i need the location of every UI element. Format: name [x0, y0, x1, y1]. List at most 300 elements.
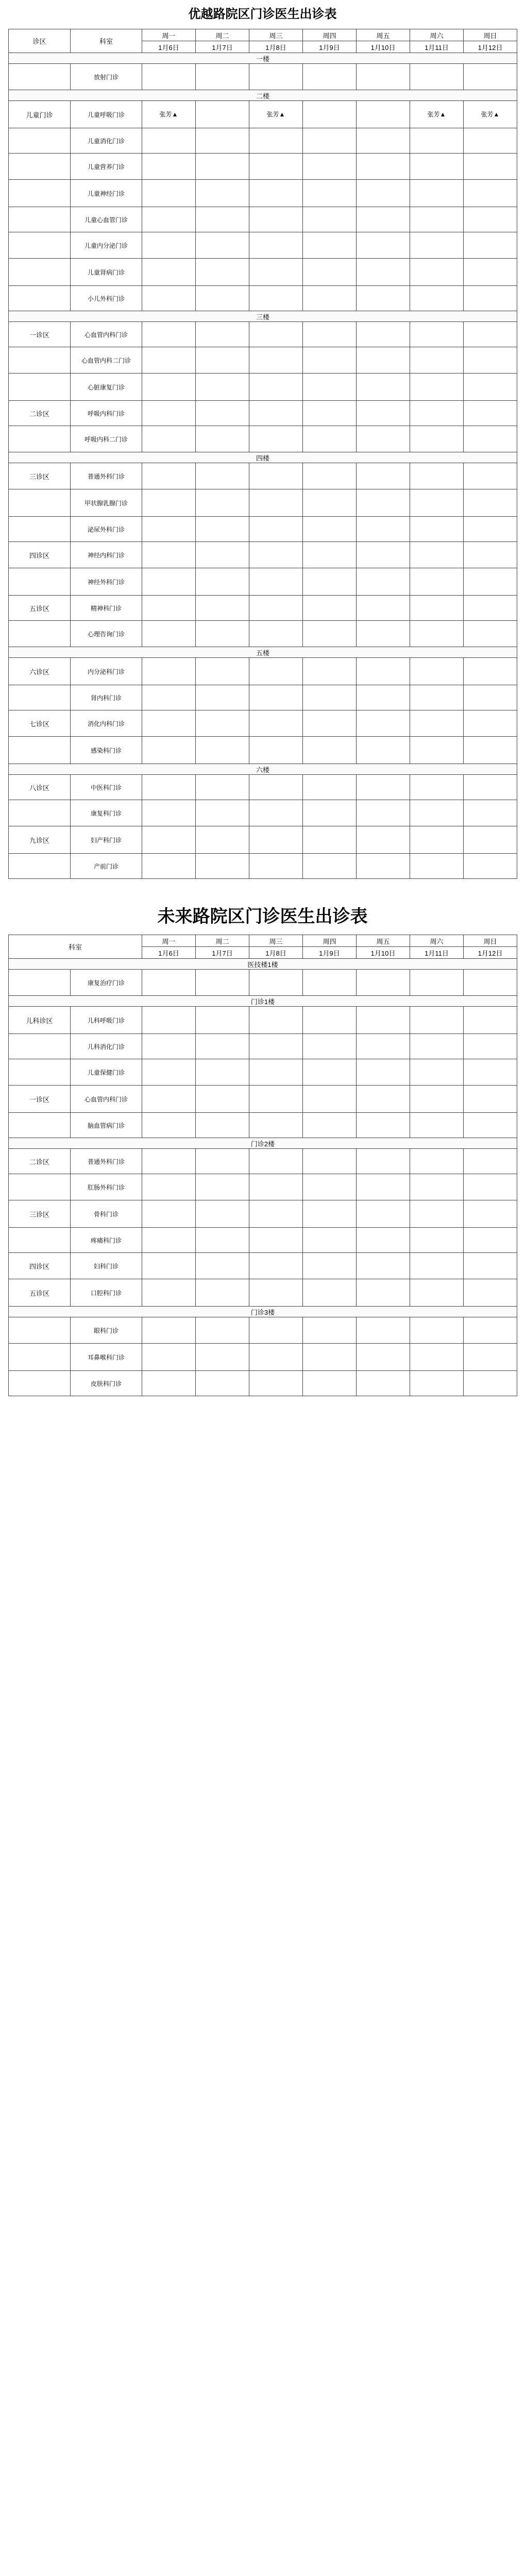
table-row — [9, 517, 517, 542]
doctor-cell — [249, 596, 303, 621]
doctor-cell — [357, 1317, 410, 1344]
doctor-cell — [357, 854, 410, 879]
doctor-cell — [249, 685, 303, 710]
clinic-cell: 神经外科门诊 — [71, 568, 142, 596]
doctor-cell — [196, 101, 249, 128]
doctor-cell — [357, 658, 410, 685]
day-header: 周六 — [410, 935, 464, 947]
clinic-cell: 普通外科门诊 — [71, 463, 142, 489]
clinic-cell: 普通外科门诊 — [71, 1149, 142, 1174]
doctor-cell — [303, 1113, 357, 1138]
dept-cell — [9, 1371, 71, 1396]
table-row — [9, 232, 517, 259]
floor-section-label: 门诊1楼 — [9, 996, 517, 1007]
doctor-cell — [249, 154, 303, 180]
doctor-cell — [142, 800, 196, 826]
doctor-cell — [249, 128, 303, 154]
doctor-cell — [464, 1086, 517, 1113]
doctor-cell — [464, 1344, 517, 1371]
doctor-cell — [357, 101, 410, 128]
doctor-cell — [410, 1149, 464, 1174]
doctor-cell — [464, 658, 517, 685]
doctor-cell — [142, 1149, 196, 1174]
dept-cell — [9, 1034, 71, 1059]
doctor-cell — [142, 259, 196, 286]
doctor-cell — [142, 426, 196, 452]
doctor-cell — [464, 154, 517, 180]
schedule-table-youyue — [8, 29, 517, 879]
table-row — [9, 489, 517, 517]
clinic-cell: 儿科呼吸门诊 — [71, 1007, 142, 1034]
doctor-cell — [410, 401, 464, 426]
clinic-cell: 精神科门诊 — [71, 596, 142, 621]
doctor-cell — [142, 826, 196, 854]
doctor-cell — [303, 596, 357, 621]
table-row — [9, 658, 517, 685]
doctor-cell — [196, 1371, 249, 1396]
doctor-cell — [142, 854, 196, 879]
floor-section-label: 五楼 — [9, 647, 517, 658]
schedule-title-youyue: 优越路院区门诊医生出诊表 — [188, 7, 337, 21]
doctor-cell — [357, 1059, 410, 1086]
clinic-cell: 感染科门诊 — [71, 737, 142, 764]
day-header: 周五 — [357, 29, 410, 41]
table-row — [9, 426, 517, 452]
day-header: 周三 — [249, 935, 303, 947]
doctor-cell — [357, 1086, 410, 1113]
doctor-cell — [357, 970, 410, 996]
doctor-cell — [464, 800, 517, 826]
doctor-cell — [142, 970, 196, 996]
table-row — [9, 800, 517, 826]
clinic-cell: 儿童心血管门诊 — [71, 207, 142, 232]
doctor-cell — [249, 1317, 303, 1344]
clinic-cell: 妇产科门诊 — [71, 826, 142, 854]
dept-cell — [9, 286, 71, 311]
doctor-cell — [357, 463, 410, 489]
table-row — [9, 1253, 517, 1279]
floor-section-row — [9, 311, 517, 322]
floor-section-row — [9, 959, 517, 970]
doctor-cell — [249, 1034, 303, 1059]
day-header: 周五 — [357, 935, 410, 947]
doctor-cell — [196, 800, 249, 826]
clinic-cell: 儿童营养门诊 — [71, 154, 142, 180]
header-row-days — [9, 935, 517, 947]
doctor-cell — [142, 463, 196, 489]
clinic-cell: 泌尿外科门诊 — [71, 517, 142, 542]
table-row — [9, 1317, 517, 1344]
doctor-cell — [410, 1113, 464, 1138]
doctor-cell — [142, 347, 196, 374]
doctor-cell — [142, 737, 196, 764]
doctor-cell — [303, 1086, 357, 1113]
doctor-cell — [410, 800, 464, 826]
doctor-cell — [303, 426, 357, 452]
doctor-cell — [196, 970, 249, 996]
date-header: 1月10日 — [357, 947, 410, 959]
doctor-cell — [142, 542, 196, 568]
clinic-cell: 儿童神经门诊 — [71, 180, 142, 207]
clinic-cell: 心理咨询门诊 — [71, 621, 142, 647]
doctor-cell — [464, 775, 517, 800]
doctor-cell — [142, 128, 196, 154]
doctor-cell — [196, 658, 249, 685]
floor-section-label: 门诊2楼 — [9, 1138, 517, 1149]
clinic-cell: 肛肠外科门诊 — [71, 1174, 142, 1200]
doctor-cell — [196, 232, 249, 259]
doctor-cell — [357, 489, 410, 517]
doctor-cell — [303, 322, 357, 347]
dept-cell: 五诊区 — [9, 596, 71, 621]
doctor-cell — [249, 775, 303, 800]
doctor-cell — [196, 737, 249, 764]
clinic-cell: 耳鼻喉科门诊 — [71, 1344, 142, 1371]
doctor-cell — [196, 489, 249, 517]
dept-cell: 七诊区 — [9, 710, 71, 737]
clinic-cell: 儿童消化门诊 — [71, 128, 142, 154]
doctor-cell — [357, 128, 410, 154]
dept-cell — [9, 180, 71, 207]
doctor-cell — [357, 710, 410, 737]
doctor-cell — [357, 322, 410, 347]
doctor-cell — [464, 854, 517, 879]
doctor-cell — [410, 596, 464, 621]
doctor-cell — [249, 426, 303, 452]
doctor-cell — [249, 1371, 303, 1396]
doctor-cell — [303, 347, 357, 374]
doctor-cell — [410, 854, 464, 879]
table-row — [9, 685, 517, 710]
doctor-cell — [303, 489, 357, 517]
doctor-cell — [249, 489, 303, 517]
doctor-cell — [142, 154, 196, 180]
date-header: 1月10日 — [357, 41, 410, 53]
dept-cell — [9, 1174, 71, 1200]
doctor-cell — [303, 1149, 357, 1174]
floor-section-row — [9, 452, 517, 463]
doctor-cell — [464, 685, 517, 710]
dept-cell: 三诊区 — [9, 463, 71, 489]
doctor-cell — [357, 154, 410, 180]
doctor-cell — [196, 128, 249, 154]
table-row — [9, 347, 517, 374]
doctor-cell — [410, 128, 464, 154]
floor-section-row — [9, 647, 517, 658]
doctor-cell — [357, 347, 410, 374]
doctor-cell — [464, 710, 517, 737]
dept-cell — [9, 970, 71, 996]
doctor-cell — [410, 737, 464, 764]
dept-cell: 二诊区 — [9, 1149, 71, 1174]
doctor-cell — [410, 1174, 464, 1200]
doctor-cell — [196, 1007, 249, 1034]
doctor-cell — [196, 1228, 249, 1253]
table-row — [9, 1200, 517, 1228]
doctor-cell — [357, 1113, 410, 1138]
floor-section-label: 门诊3楼 — [9, 1307, 517, 1317]
dept-cell: 三诊区 — [9, 1200, 71, 1228]
doctor-cell — [196, 401, 249, 426]
doctor-cell — [410, 374, 464, 401]
doctor-cell — [142, 775, 196, 800]
table-row — [9, 180, 517, 207]
doctor-cell — [357, 596, 410, 621]
doctor-cell — [303, 1371, 357, 1396]
dept-cell: 四诊区 — [9, 542, 71, 568]
doctor-cell — [303, 1034, 357, 1059]
doctor-cell — [357, 517, 410, 542]
doctor-cell — [464, 542, 517, 568]
doctor-cell — [464, 1059, 517, 1086]
doctor-cell — [249, 1200, 303, 1228]
dept-cell — [9, 621, 71, 647]
doctor-cell — [249, 259, 303, 286]
doctor-cell — [249, 64, 303, 90]
table-row — [9, 568, 517, 596]
clinic-cell: 儿科消化门诊 — [71, 1034, 142, 1059]
doctor-cell — [357, 1174, 410, 1200]
col-clinic-header: 科室 — [71, 29, 142, 53]
clinic-cell: 儿童肾病门诊 — [71, 259, 142, 286]
doctor-cell — [196, 775, 249, 800]
date-header: 1月12日 — [464, 947, 517, 959]
table-row — [9, 1149, 517, 1174]
doctor-cell — [142, 1228, 196, 1253]
doctor-cell — [410, 568, 464, 596]
dept-cell — [9, 685, 71, 710]
doctor-cell — [303, 1200, 357, 1228]
doctor-cell — [303, 1344, 357, 1371]
day-header: 周三 — [249, 29, 303, 41]
dept-cell — [9, 426, 71, 452]
doctor-cell — [196, 286, 249, 311]
doctor-cell — [410, 259, 464, 286]
clinic-cell: 眼科门诊 — [71, 1317, 142, 1344]
table-row — [9, 1007, 517, 1034]
doctor-cell — [142, 621, 196, 647]
doctor-cell — [464, 347, 517, 374]
clinic-cell: 儿童呼吸门诊 — [71, 101, 142, 128]
clinic-cell: 康复科门诊 — [71, 800, 142, 826]
doctor-cell — [142, 180, 196, 207]
doctor-cell — [196, 426, 249, 452]
doctor-cell — [464, 322, 517, 347]
doctor-cell — [410, 322, 464, 347]
schedule-body-youyue — [9, 53, 517, 879]
doctor-cell — [303, 101, 357, 128]
doctor-cell — [357, 826, 410, 854]
doctor-cell — [410, 658, 464, 685]
doctor-cell — [303, 128, 357, 154]
doctor-cell — [249, 286, 303, 311]
table-row — [9, 854, 517, 879]
floor-section-row — [9, 1138, 517, 1149]
floor-section-row — [9, 53, 517, 64]
dept-cell: 一诊区 — [9, 1086, 71, 1113]
doctor-cell — [142, 1253, 196, 1279]
day-header: 周二 — [196, 935, 249, 947]
doctor-cell — [464, 401, 517, 426]
day-header: 周二 — [196, 29, 249, 41]
doctor-cell — [357, 1149, 410, 1174]
doctor-cell — [303, 710, 357, 737]
doctor-cell — [142, 658, 196, 685]
clinic-cell: 甲状腺乳腺门诊 — [71, 489, 142, 517]
clinic-cell: 产前门诊 — [71, 854, 142, 879]
doctor-cell — [303, 621, 357, 647]
doctor-cell — [249, 568, 303, 596]
doctor-cell — [357, 1279, 410, 1307]
col-clinic-header: 科室 — [9, 935, 142, 959]
doctor-cell — [303, 1228, 357, 1253]
day-header: 周日 — [464, 935, 517, 947]
clinic-cell: 皮肤科门诊 — [71, 1371, 142, 1396]
doctor-cell — [196, 207, 249, 232]
doctor-cell — [357, 374, 410, 401]
table-row — [9, 64, 517, 90]
doctor-cell — [410, 154, 464, 180]
dept-cell — [9, 737, 71, 764]
schedule-body-weilai — [9, 959, 517, 1396]
day-header: 周四 — [303, 29, 357, 41]
doctor-cell — [196, 596, 249, 621]
clinic-cell: 脑血管病门诊 — [71, 1113, 142, 1138]
doctor-cell — [196, 1174, 249, 1200]
doctor-cell — [142, 401, 196, 426]
dept-cell: 八诊区 — [9, 775, 71, 800]
clinic-cell: 康复治疗门诊 — [71, 970, 142, 996]
table-row — [9, 1059, 517, 1086]
table-row — [9, 101, 517, 128]
floor-section-label: 四楼 — [9, 452, 517, 463]
dept-cell — [9, 1344, 71, 1371]
clinic-cell: 神经内科门诊 — [71, 542, 142, 568]
doctor-cell — [142, 517, 196, 542]
doctor-cell — [142, 1371, 196, 1396]
day-header: 周四 — [303, 935, 357, 947]
doctor-cell — [357, 1344, 410, 1371]
doctor-cell — [357, 1253, 410, 1279]
doctor-cell — [249, 374, 303, 401]
clinic-cell: 儿童内分泌门诊 — [71, 232, 142, 259]
date-header: 1月6日 — [142, 947, 196, 959]
doctor-cell — [303, 232, 357, 259]
doctor-cell — [249, 1113, 303, 1138]
table-row — [9, 1174, 517, 1200]
doctor-cell — [410, 1200, 464, 1228]
table-row — [9, 1344, 517, 1371]
clinic-cell: 呼吸内科二门诊 — [71, 426, 142, 452]
doctor-cell — [196, 710, 249, 737]
dept-cell — [9, 154, 71, 180]
clinic-cell: 消化内科门诊 — [71, 710, 142, 737]
doctor-cell — [464, 1113, 517, 1138]
doctor-cell — [249, 347, 303, 374]
doctor-cell — [303, 854, 357, 879]
doctor-cell — [196, 1149, 249, 1174]
doctor-cell — [303, 1174, 357, 1200]
dept-cell — [9, 1317, 71, 1344]
doctor-cell — [249, 1228, 303, 1253]
dept-cell: 儿科诊区 — [9, 1007, 71, 1034]
dept-cell: 二诊区 — [9, 401, 71, 426]
doctor-cell: 张芳▲ — [142, 101, 196, 128]
dept-cell — [9, 128, 71, 154]
table-row — [9, 401, 517, 426]
clinic-cell: 口腔科门诊 — [71, 1279, 142, 1307]
dept-cell — [9, 1113, 71, 1138]
doctor-cell — [249, 1253, 303, 1279]
doctor-cell — [464, 426, 517, 452]
table-row — [9, 775, 517, 800]
floor-section-row — [9, 996, 517, 1007]
dept-cell — [9, 1059, 71, 1086]
dept-cell — [9, 854, 71, 879]
doctor-cell — [196, 259, 249, 286]
doctor-cell — [410, 180, 464, 207]
doctor-cell — [249, 621, 303, 647]
doctor-cell — [410, 685, 464, 710]
doctor-cell — [357, 775, 410, 800]
doctor-cell — [196, 1253, 249, 1279]
doctor-cell — [249, 1344, 303, 1371]
doctor-cell — [196, 685, 249, 710]
floor-section-row — [9, 1307, 517, 1317]
doctor-cell — [303, 775, 357, 800]
doctor-cell — [196, 1344, 249, 1371]
doctor-cell — [249, 800, 303, 826]
dept-cell: 一诊区 — [9, 322, 71, 347]
doctor-cell — [303, 1007, 357, 1034]
date-header: 1月7日 — [196, 41, 249, 53]
doctor-cell — [303, 658, 357, 685]
doctor-cell — [249, 322, 303, 347]
doctor-cell — [303, 685, 357, 710]
floor-section-label: 一楼 — [9, 53, 517, 64]
date-header: 1月8日 — [249, 41, 303, 53]
clinic-cell: 心血管内科二门诊 — [71, 347, 142, 374]
doctor-cell — [464, 568, 517, 596]
doctor-cell — [142, 1086, 196, 1113]
doctor-cell — [357, 64, 410, 90]
doctor-cell — [249, 1149, 303, 1174]
date-header: 1月11日 — [410, 947, 464, 959]
table-row — [9, 1371, 517, 1396]
doctor-cell — [249, 970, 303, 996]
doctor-cell — [357, 232, 410, 259]
doctor-cell — [249, 401, 303, 426]
doctor-cell — [249, 1174, 303, 1200]
doctor-cell — [357, 568, 410, 596]
clinic-cell: 中医科门诊 — [71, 775, 142, 800]
doctor-cell — [410, 517, 464, 542]
clinic-cell: 心脏康复门诊 — [71, 374, 142, 401]
doctor-cell — [142, 64, 196, 90]
doctor-cell — [410, 1086, 464, 1113]
table-row — [9, 322, 517, 347]
doctor-cell — [410, 463, 464, 489]
dept-cell — [9, 207, 71, 232]
doctor-cell — [142, 286, 196, 311]
header-row-days — [9, 29, 517, 41]
doctor-cell — [196, 1086, 249, 1113]
doctor-cell — [196, 1200, 249, 1228]
doctor-cell — [142, 1034, 196, 1059]
doctor-cell — [464, 826, 517, 854]
table-row — [9, 1034, 517, 1059]
doctor-cell — [142, 1344, 196, 1371]
